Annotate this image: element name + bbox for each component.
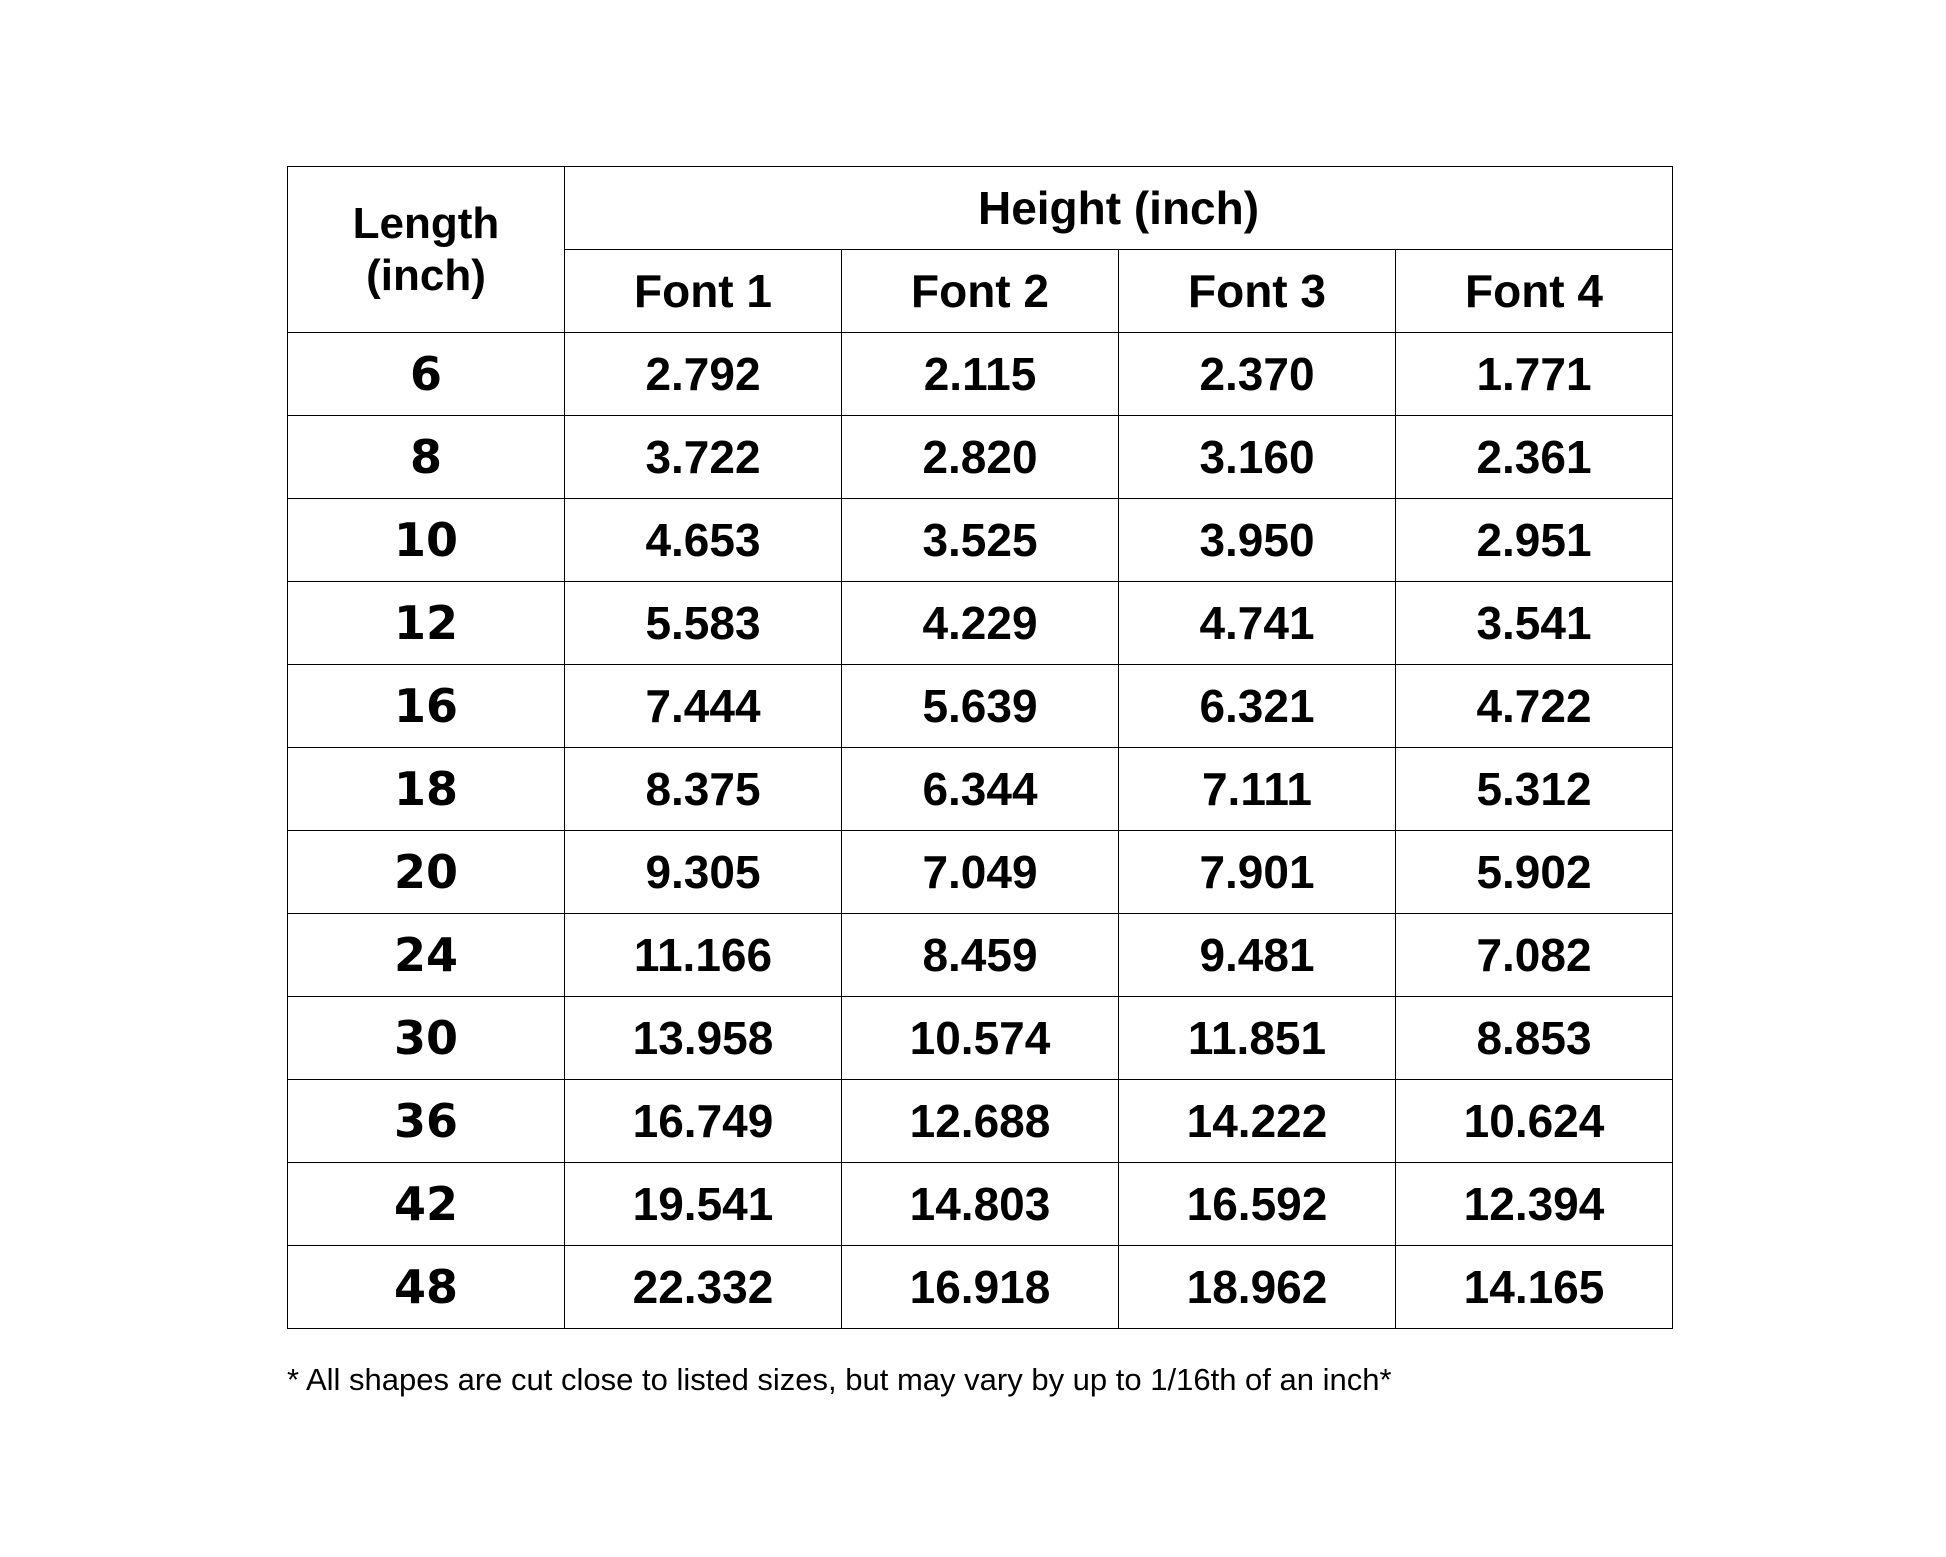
header-row-top: [288, 167, 1673, 250]
height-cell-font-1: 4.653: [565, 499, 842, 582]
size-table: [287, 166, 1673, 1329]
footnote: * All shapes are cut close to listed sizes, but may vary by up to 1/16th of an inch*: [287, 1362, 1392, 1397]
height-cell-font-3: 2.370: [1119, 333, 1396, 416]
font-2-header: Font 2: [842, 250, 1119, 333]
length-header-line2: (inch): [366, 250, 486, 300]
length-cell: 6: [288, 333, 565, 416]
height-cell-font-2: 8.459: [842, 914, 1119, 997]
height-cell-font-4: 2.951: [1396, 499, 1673, 582]
font-4-header: Font 4: [1396, 250, 1673, 333]
length-cell: 24: [288, 914, 565, 997]
table-row: [288, 333, 1673, 416]
table-row: [288, 1163, 1673, 1246]
height-cell-font-1: 19.541: [565, 1163, 842, 1246]
table-row: [288, 582, 1673, 665]
height-cell-font-3: 16.592: [1119, 1163, 1396, 1246]
height-cell-font-2: 2.115: [842, 333, 1119, 416]
height-cell-font-2: 3.525: [842, 499, 1119, 582]
height-cell-font-3: 4.741: [1119, 582, 1396, 665]
table-row: [288, 997, 1673, 1080]
height-cell-font-2: 14.803: [842, 1163, 1119, 1246]
length-cell: 10: [288, 499, 565, 582]
height-cell-font-4: 2.361: [1396, 416, 1673, 499]
table-row: [288, 1246, 1673, 1329]
height-cell-font-4: 3.541: [1396, 582, 1673, 665]
length-cell: 12: [288, 582, 565, 665]
height-cell-font-2: 10.574: [842, 997, 1119, 1080]
height-cell-font-3: 11.851: [1119, 997, 1396, 1080]
length-cell: 20: [288, 831, 565, 914]
height-cell-font-3: 9.481: [1119, 914, 1396, 997]
height-cell-font-2: 16.918: [842, 1246, 1119, 1329]
height-cell-font-3: 14.222: [1119, 1080, 1396, 1163]
height-cell-font-2: 4.229: [842, 582, 1119, 665]
height-cell-font-4: 14.165: [1396, 1246, 1673, 1329]
table-row: [288, 499, 1673, 582]
length-cell: 36: [288, 1080, 565, 1163]
height-cell-font-1: 22.332: [565, 1246, 842, 1329]
table-body: [288, 333, 1673, 1329]
height-cell-font-3: 6.321: [1119, 665, 1396, 748]
height-cell-font-1: 7.444: [565, 665, 842, 748]
height-cell-font-2: 12.688: [842, 1080, 1119, 1163]
height-cell-font-3: 3.160: [1119, 416, 1396, 499]
height-cell-font-1: 5.583: [565, 582, 842, 665]
height-cell-font-4: 4.722: [1396, 665, 1673, 748]
height-cell-font-1: 11.166: [565, 914, 842, 997]
length-header-line1: Length: [352, 198, 500, 248]
height-cell-font-1: 8.375: [565, 748, 842, 831]
length-cell: 8: [288, 416, 565, 499]
height-cell-font-1: 16.749: [565, 1080, 842, 1163]
table-row: [288, 416, 1673, 499]
length-cell: 30: [288, 997, 565, 1080]
table-row: [288, 831, 1673, 914]
height-cell-font-2: 5.639: [842, 665, 1119, 748]
length-cell: 48: [288, 1246, 565, 1329]
height-cell-font-1: 13.958: [565, 997, 842, 1080]
height-header: Height (inch): [565, 167, 1673, 250]
height-cell-font-1: 9.305: [565, 831, 842, 914]
font-3-header: Font 3: [1119, 250, 1396, 333]
font-1-header: Font 1: [565, 250, 842, 333]
height-cell-font-4: 8.853: [1396, 997, 1673, 1080]
height-cell-font-3: 3.950: [1119, 499, 1396, 582]
table-row: [288, 665, 1673, 748]
length-cell: 16: [288, 665, 565, 748]
height-cell-font-4: 10.624: [1396, 1080, 1673, 1163]
height-cell-font-3: 7.111: [1119, 748, 1396, 831]
length-header: [288, 167, 565, 333]
height-cell-font-4: 12.394: [1396, 1163, 1673, 1246]
height-cell-font-2: 7.049: [842, 831, 1119, 914]
height-cell-font-4: 1.771: [1396, 333, 1673, 416]
height-cell-font-3: 18.962: [1119, 1246, 1396, 1329]
height-cell-font-2: 6.344: [842, 748, 1119, 831]
length-cell: 42: [288, 1163, 565, 1246]
height-cell-font-2: 2.820: [842, 416, 1119, 499]
height-cell-font-4: 5.902: [1396, 831, 1673, 914]
height-cell-font-4: 5.312: [1396, 748, 1673, 831]
height-cell-font-1: 2.792: [565, 333, 842, 416]
height-cell-font-1: 3.722: [565, 416, 842, 499]
height-cell-font-4: 7.082: [1396, 914, 1673, 997]
table-row: [288, 1080, 1673, 1163]
height-cell-font-3: 7.901: [1119, 831, 1396, 914]
table-row: [288, 748, 1673, 831]
table-row: [288, 914, 1673, 997]
length-cell: 18: [288, 748, 565, 831]
